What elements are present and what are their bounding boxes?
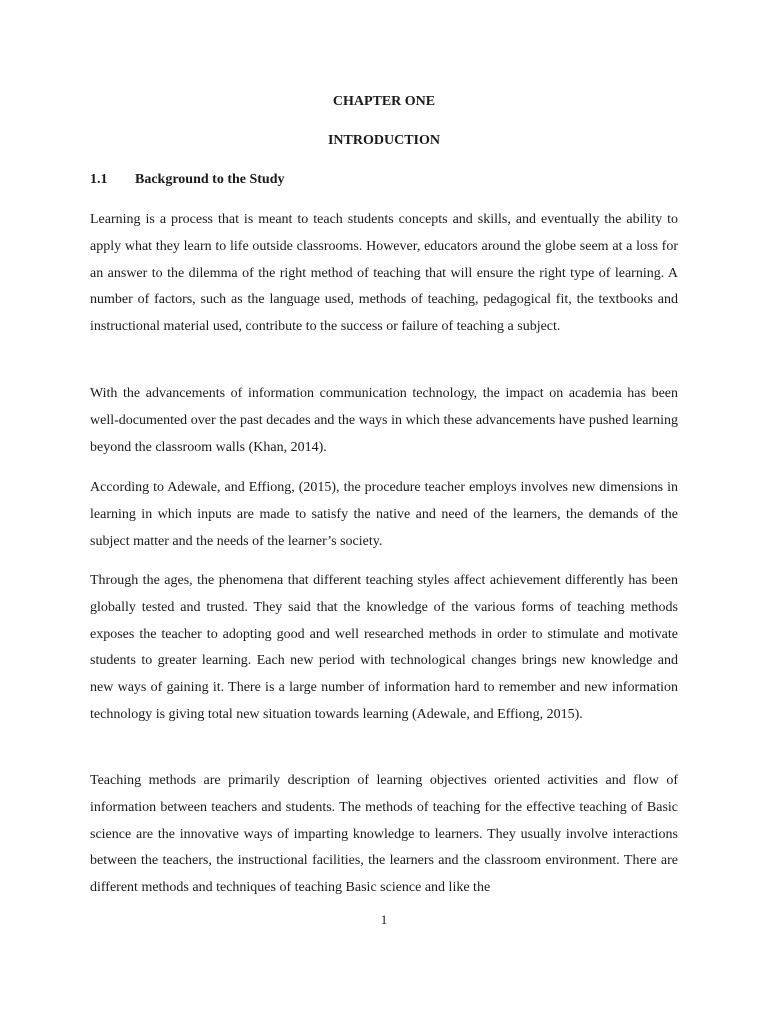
paragraph-2: With the advancements of information communication technology, the impact on academia has been well-documented over the past decades and the ways in which these advancements have pushed learning beyond the classroom walls (Khan, 2014). <box>90 386 678 455</box>
chapter-title: CHAPTER ONE <box>332 94 436 109</box>
paragraph-4: Through the ages, the phenomena that different teaching styles affect achievement differently has been globally tested and trusted. They said that the knowledge of the various forms of teaching methods exposes the teacher to adopting good and well researched methods in order to stimulate and motivate students to greater learning. Each new period with technological changes brings new knowledge and new ways of gaining it. There is a large number of information hard to remember and new information technology is giving total new situation towards learning (Adewale, and Effiong, 2015). <box>90 573 678 722</box>
subsection-title: Background to the Study <box>135 172 285 187</box>
page-number: 1 <box>380 912 388 927</box>
paragraph-3: According to Adewale, and Effiong, (2015), the procedure teacher employs involves new dimensions in learning in which inputs are made to satisfy the native and need of the learners, the demands of the subject matter and the needs of the learner’s society. <box>90 480 678 549</box>
section-title: INTRODUCTION <box>327 133 440 148</box>
paragraph-5: Teaching methods are primarily description of learning objectives oriented activities and flow of information between teachers and students. The methods of teaching for the effective teaching of Basic science are the innovative ways of imparting knowledge to learners. They usually involve interactions between the teachers, the instructional facilities, the learners and the classroom environment. There are different methods and techniques of teaching Basic science and like the <box>90 773 678 896</box>
subsection-heading <box>90 172 285 188</box>
subsection-number: 1.1 <box>90 172 108 187</box>
paragraph-1: Learning is a process that is meant to teach students concepts and skills, and eventually the ability to apply what they learn to life outside classrooms. However, educators around the globe seem at a loss for an answer to the dilemma of the right method of teaching that will ensure the right type of learning. A number of factors, such as the language used, methods of teaching, pedagogical fit, the textbooks and instructional material used, contribute to the success or failure of teaching a subject. <box>90 212 678 335</box>
